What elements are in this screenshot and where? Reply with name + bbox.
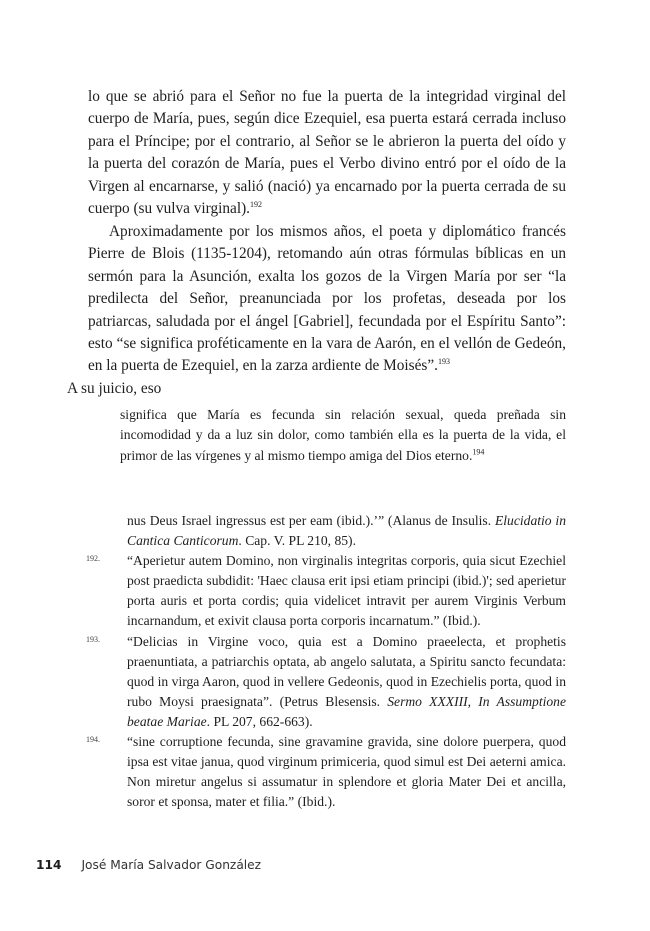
- footnote-text: “Delicias in Virgine voco, quia est a Domino praeelecta, et prophetis praenuntiata, a patriarchis optata, ab angelo salutata, a Spiritu sancto fecundata: quod in virga Aaron, quod in vellere Gedeonis, quod in Ezechielis porta, quod in rubo Moysi praesignata”. (Petrus Blesensis.: [127, 633, 566, 709]
- footnote-ref-194[interactable]: 194: [472, 447, 485, 457]
- footnote-text: “sine corruptione fecunda, sine gravamine gravida, sine dolore puerpera, quod ipsa est vitae janua, quod virginum primiceria, quod simul est Dei aeterni amica. Non miretur angelus si assumatur in splendore et gloria Mater Dei et ancilla, soror et sponsa, mater et filia.” (Ibid.).: [127, 734, 566, 810]
- paragraph-text: lo que se abrió para el Señor no fue la puerta de la integridad virginal del cuerpo de María, pues, según dice Ezequiel, esa puerta estará cerrada incluso para el Príncipe; por el contrario, al Señor se le abrieron la puerta del oído y la puerta del corazón de María, pues el Verbo divino entró por el oído de la Virgen al encarnarse, y salió (nació) ya encarnado por la puerta cerrada de su cuerpo (su vulva virginal).: [88, 88, 566, 218]
- footnote-192: [86, 551, 566, 631]
- footnote-text: nus Deus Israel ingressus est per eam (ibid.).’” (Alanus de Insulis.: [127, 513, 495, 528]
- footnote-194: [86, 732, 566, 812]
- block-quote: [120, 405, 566, 466]
- footnote-text: “Aperietur autem Domino, non virginalis integritas corporis, quia sicut Ezechiel post praedicta subdidit: 'Haec clausa erit ipsi etiam principi (ibid.)'; sed aperietur porta auris et porta cordis; quia videlicet intravit per aurem Virginis Verbum incarnandum, et exivit clausa porta corporis incarnatum.” (Ibid.).: [127, 553, 566, 629]
- page-footer: [36, 858, 261, 872]
- body-paragraph-1: [88, 86, 566, 220]
- footnote-italic-title: Elucidatio in Cantica Canticorum: [127, 513, 566, 549]
- footnotes: [86, 511, 566, 812]
- footnote-number: 194.: [86, 735, 100, 745]
- running-footer-author: José María Salvador González: [81, 858, 262, 872]
- footnote-text-after: . Cap. V. PL 210, 85).: [238, 533, 356, 549]
- page-number: 114: [36, 858, 62, 872]
- footnote-italic-title: Sermo XXXIII, In Assumptione beatae Mariae: [127, 693, 566, 729]
- paragraph-tail: A su juicio, eso: [67, 379, 162, 397]
- paragraph-text: Aproximadamente por los mismos años, el poeta y diplomático francés Pierre de Blois (1135-1204), retomando aún otras fórmulas bíblicas en un sermón para la Asunción, exalta los gozos de la Virgen María por ser “la predilecta del Señor, preanunciada por los profetas, deseada por los patriarcas, saludada por el ángel [Gabriel], fecundada por el Espíritu Santo”: esto “se significa proféticamente en la vara de Aarón, en el vellón de Gedeón, en la puerta de Ezequiel, en la zarza ardiente de Moisés”.: [88, 223, 566, 375]
- footnote-ref-193[interactable]: 193: [437, 357, 450, 367]
- footnote-193: [86, 632, 566, 732]
- body-paragraph-2: [67, 221, 566, 400]
- footnote-number: 193.: [86, 634, 100, 644]
- footnote-text-after: . PL 207, 662-663).: [206, 713, 313, 729]
- footnote-ref-192[interactable]: 192: [250, 199, 262, 209]
- footnote-continuation: [127, 511, 566, 551]
- footnote-number: 192.: [86, 554, 100, 564]
- quote-text: significa que María es fecunda sin relación sexual, queda preñada sin incomodidad y da a luz sin dolor, como también ella es la puerta de la vida, el primor de las vírgenes y al mismo tiempo amiga del Dios eterno.: [120, 407, 566, 463]
